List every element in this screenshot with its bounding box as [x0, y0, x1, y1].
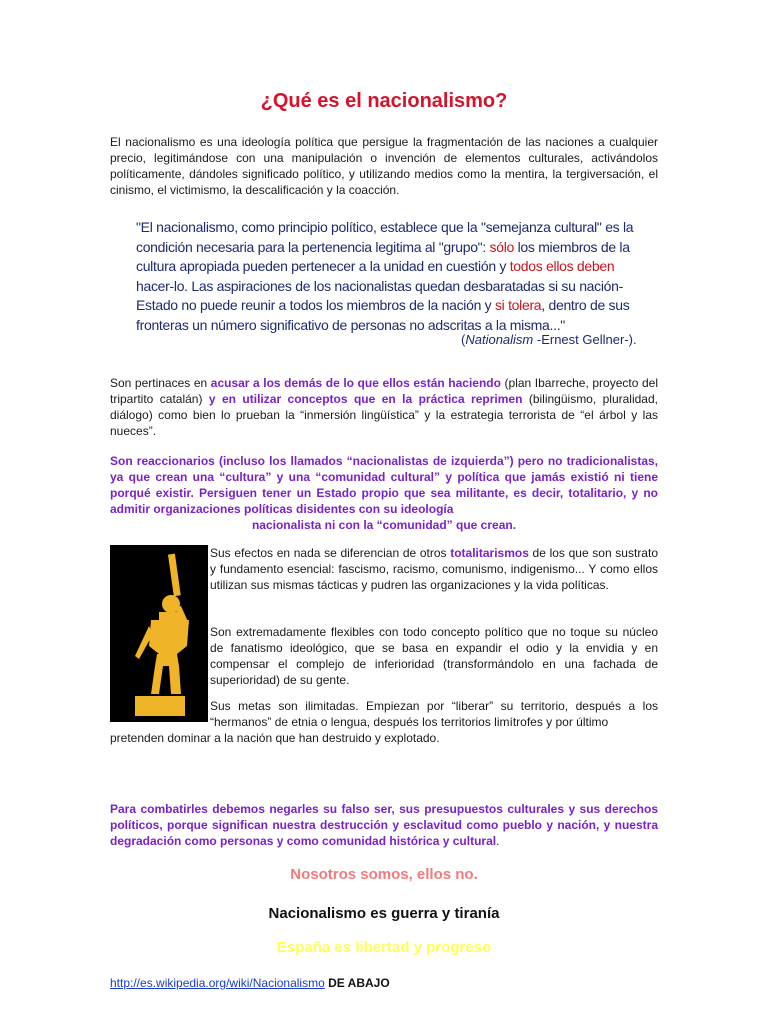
gellner-quote	[136, 218, 636, 335]
quote-emphasis-1: sólo	[489, 238, 515, 255]
accusation-paragraph	[110, 375, 658, 439]
quote-emphasis-2: todos ellos deben	[509, 258, 615, 274]
p5-text-1: Sus efectos en nada se diferencian de otros	[210, 546, 451, 560]
quote-text-3: hacer-lo. Las aspiraciones de los nacionalistas quedan desbaratadas si su nación-Estado no puede reunir a todos los miembros de la nación y	[136, 277, 624, 313]
quote-emphasis-3: si tolera	[494, 297, 542, 313]
p3-highlight-1: acusar a los demás de lo que ellos están haciendo	[210, 376, 501, 390]
p4-main: Son reaccionarios (incluso los llamados “nacionalistas de izquierda”) pero no tradicionalistas, ya que crean una “cultura” y una “comunidad cultural” y política que jamás existió ni tiene porqué existir. Persiguen tener un Estado propio que sea militante, es decir, totalitario, y no admitir organizaciones políticas disidentes con su ideología	[110, 454, 658, 516]
footer-tail: DE ABAJO	[324, 976, 390, 990]
slogan-espana: España es libertad y progreso	[276, 939, 492, 956]
p5-highlight: totalitarismos	[450, 546, 529, 560]
reactionary-paragraph	[110, 453, 658, 533]
p3-text-2: (plan Ibarreche, proyecto del tripartito catalán)	[110, 376, 658, 406]
p8-main: Para combatirles debemos negarles su falso ser, sus presupuestos culturales y sus derechos políticos, porque significan nuestra destrucción y esclavitud como pueblo y nación, y nuestra degradación como personas y como comunidad histórica y cultural	[110, 802, 658, 848]
intro-paragraph: El nacionalismo es una ideología política que persigue la fragmentación de las naciones a cualquier precio, legitimándose con una manipulación o invención de elementos culturales, activándolos políticamente, dándoles significado político, y utilizando medios como la mentira, la tergiversación, el cinismo, el victimismo, la descalificación y la coacción.	[110, 135, 658, 197]
saluting-figure-icon	[111, 546, 207, 721]
flexible-paragraph: Son extremadamente flexibles con todo concepto político que no toque su núcleo de fanatismo ideológico, que se basa en expandir el odio y la envidia y en compensar el complejo de inferioridad (transformándolo en una fachada de superioridad) de su gente.	[210, 625, 658, 687]
source-footer	[110, 976, 390, 990]
page-title: ¿Qué es el nacionalismo?	[260, 90, 508, 112]
p3-highlight-2: y en utilizar conceptos que en la práctica reprimen	[208, 392, 523, 406]
quote-text-4: , dentro de sus fronteras un número significativo de personas no adscritas a la misma..."	[136, 297, 630, 333]
slogan-nosotros: Nosotros somos, ellos no.	[290, 866, 478, 883]
wikipedia-link[interactable]: http://es.wikipedia.org/wiki/Nacionalismo	[110, 976, 325, 990]
totalitarian-paragraph	[210, 545, 658, 593]
p7-last-line: pretenden dominar a la nación que han destruido y explotado.	[110, 731, 440, 745]
quote-text-2: los miembros de la cultura apropiada pueden pertenecer a la unidad en cuestión y	[136, 238, 630, 274]
goals-paragraph	[110, 698, 658, 746]
citation-author: -Ernest Gellner-).	[533, 332, 637, 347]
saluting-figure-image	[110, 545, 208, 722]
p8-end: .	[496, 834, 500, 848]
combat-paragraph	[110, 801, 658, 849]
p7-wrapped-text: Sus metas son ilimitadas. Empiezan por “liberar” su territorio, después a los “hermanos” de etnia o lengua, después los territorios limítrofes y por último	[210, 699, 658, 729]
p5-text-2: de los que son sustrato y fundamento esencial: fascismo, racismo, comunismo, indigenismo... Y como ellos utilizan sus mismas tácticas y pudren las organizaciones y la vida políticas.	[210, 546, 658, 592]
citation-work: Nationalism	[465, 332, 534, 347]
citation-open: (	[461, 332, 466, 347]
slogan-guerra: Nacionalismo es guerra y tiranía	[268, 905, 500, 922]
p4-last-line: nacionalista ni con la “comunidad” que crean.	[251, 518, 517, 532]
quote-citation	[461, 332, 637, 347]
quote-text-1: "El nacionalismo, como principio político, establece que la "semejanza cultural" es la condición necesaria para la pertenencia legitima al "grupo":	[136, 219, 634, 255]
p3-text-1: Son pertinaces en	[110, 376, 211, 390]
p3-text-3: (bilingüismo, pluralidad, diálogo) como bien lo prueban la “inmersión lingüística” y la estrategia terrorista de “el árbol y las nueces”.	[110, 392, 658, 438]
